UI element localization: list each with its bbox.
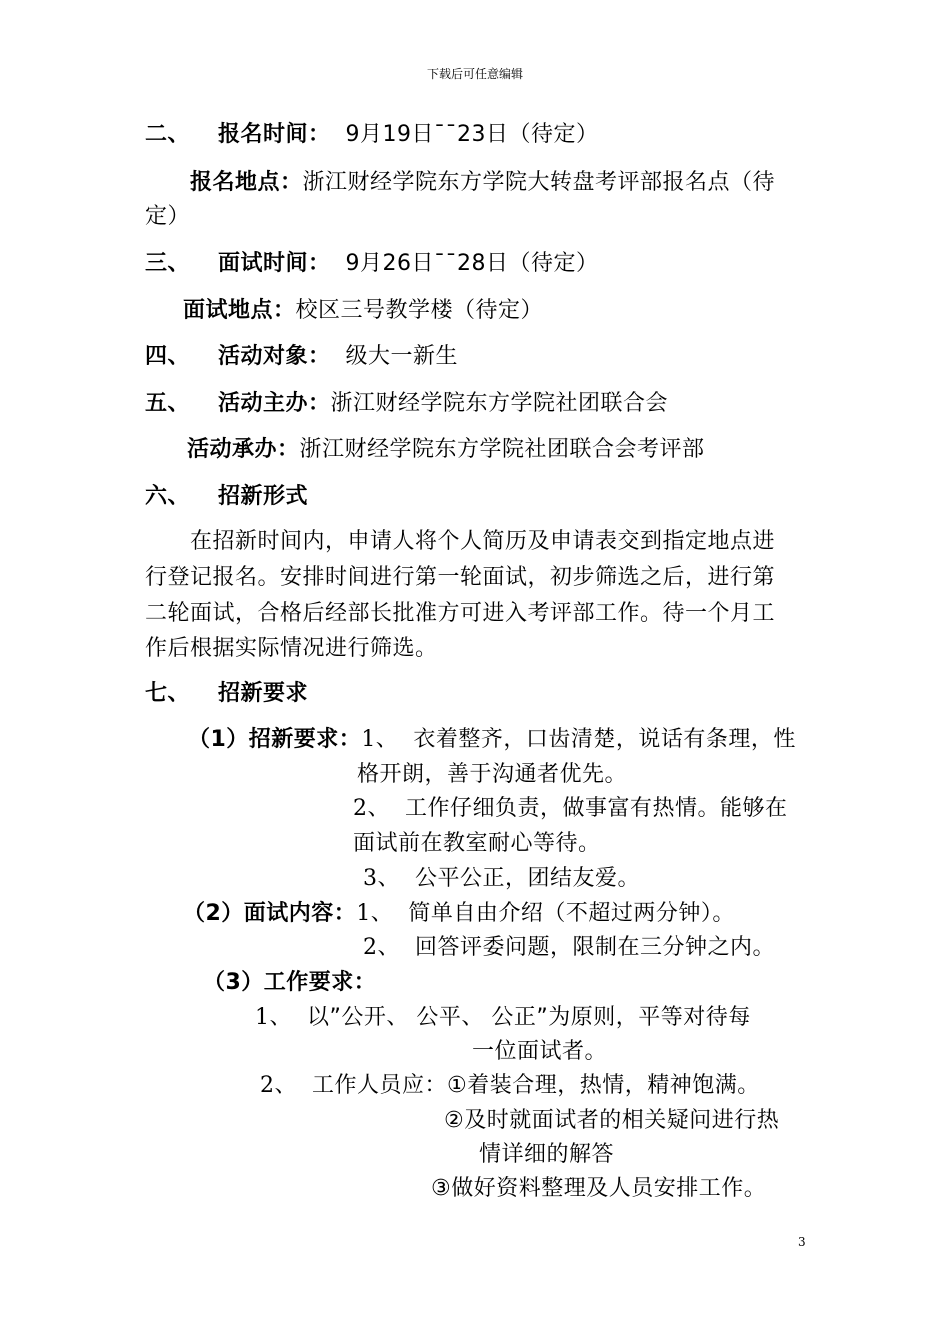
page-header: 下载后可任意编辑 xyxy=(426,67,523,81)
requirement-2-cont: 面试前在教室耐心等待。 xyxy=(353,831,601,856)
work-2-label: 工作人员应： xyxy=(312,1073,448,1098)
interview-2-text: 回答评委问题，限制在三分钟之内。 xyxy=(415,935,776,960)
interview-place-label: 面试地点： xyxy=(183,298,296,323)
interview-content-2 xyxy=(363,933,775,963)
interview-content-label: （2）面试内容： xyxy=(183,901,357,926)
section-5-value: 浙江财经学院东方学院社团联合会 xyxy=(330,391,669,416)
section-4-value: 级大一新生 xyxy=(345,344,459,369)
section-4-number: 四、 xyxy=(145,344,191,369)
section-2-time xyxy=(145,120,599,150)
recruit-requirement-label: （1）招新要求： xyxy=(188,727,362,752)
registration-place-label: 报名地点： xyxy=(190,170,303,195)
work-1-text: 以”公开、 公平、 公正”为原则，平等对待每 xyxy=(307,1005,751,1030)
requirement-3-number: 3、 xyxy=(363,866,400,891)
work-requirement-1-cont: 一位面试者。 xyxy=(472,1039,608,1064)
section-3-time xyxy=(145,249,599,279)
registration-place-value: 浙江财经学院东方学院大转盘考评部报名点（待 xyxy=(302,170,776,195)
section-7-heading xyxy=(145,679,308,709)
work-requirement-1 xyxy=(255,1003,751,1033)
requirement-1-cont: 格开朗，善于沟通者优先。 xyxy=(357,762,628,787)
recruit-requirement-2 xyxy=(353,794,788,824)
section-6-para-line-1: 在招新时间内，申请人将个人简历及申请表交到指定地点进 xyxy=(190,529,776,554)
requirement-1-text: 衣着整齐，口齿清楚，说话有条理，性 xyxy=(413,727,796,752)
recruit-requirement-1 xyxy=(188,725,796,755)
co-organizer xyxy=(187,435,705,465)
section-7-title: 招新要求 xyxy=(218,681,309,706)
registration-place xyxy=(190,168,775,198)
section-6-number: 六、 xyxy=(145,484,191,509)
work-requirement-heading xyxy=(203,968,376,998)
section-3-value: 9月26日¯¯28日（待定） xyxy=(345,251,599,276)
section-6-heading xyxy=(145,482,308,512)
interview-place-value: 校区三号教学楼（待定） xyxy=(295,298,544,323)
section-6-title: 招新形式 xyxy=(218,484,309,509)
page-number: 3 xyxy=(798,1235,806,1249)
section-2-value: 9月19日¯¯23日（待定） xyxy=(345,122,599,147)
section-4-label: 活动对象： xyxy=(218,344,331,369)
requirement-3-text: 公平公正，团结友爱。 xyxy=(415,866,641,891)
interview-place xyxy=(183,296,543,326)
co-organizer-label: 活动承办： xyxy=(187,437,300,462)
interview-1-number: 1、 xyxy=(356,901,394,926)
section-6-para-line-3: 二轮面试，合格后经部长批准方可进入考评部工作。待一个月工 xyxy=(145,601,776,626)
co-organizer-value: 浙江财经学院东方学院社团联合会考评部 xyxy=(299,437,705,462)
registration-place-cont: 定） xyxy=(145,204,191,229)
interview-content-1 xyxy=(183,899,735,929)
work-2-item-2: ②及时就面试者的相关疑问进行热 xyxy=(444,1108,780,1133)
interview-2-number: 2、 xyxy=(363,935,400,960)
requirement-2-number: 2、 xyxy=(353,796,390,821)
requirement-2-text: 工作仔细负责，做事富有热情。能够在 xyxy=(405,796,788,821)
work-2-item-2-cont: 情详细的解答 xyxy=(479,1142,615,1167)
section-7-number: 七、 xyxy=(145,681,191,706)
section-3-label: 面试时间： xyxy=(218,251,331,276)
section-3-number: 三、 xyxy=(145,251,191,276)
section-2-number: 二、 xyxy=(145,122,191,147)
work-requirement-2 xyxy=(260,1071,760,1101)
work-2-number: 2、 xyxy=(260,1073,297,1098)
section-5-number: 五、 xyxy=(145,391,191,416)
section-6-para-line-4: 作后根据实际情况进行筛选。 xyxy=(145,636,438,661)
requirement-1-number: 1、 xyxy=(361,727,399,752)
section-2-label: 报名时间： xyxy=(218,122,331,147)
section-4 xyxy=(145,342,458,372)
interview-1-text: 简单自由介绍（不超过两分钟）。 xyxy=(408,901,735,926)
section-6-para-line-2: 行登记报名。安排时间进行第一轮面试，初步筛选之后，进行第 xyxy=(145,565,776,590)
work-requirement-label: （3）工作要求： xyxy=(203,970,377,995)
work-2-item-1: ①着装合理，热情，精神饱满。 xyxy=(447,1073,760,1098)
work-2-item-3: ③做好资料整理及人员安排工作。 xyxy=(431,1176,767,1201)
section-5-label: 活动主办： xyxy=(218,391,331,416)
work-1-number: 1、 xyxy=(255,1005,292,1030)
section-5 xyxy=(145,389,668,419)
recruit-requirement-3 xyxy=(363,864,640,894)
